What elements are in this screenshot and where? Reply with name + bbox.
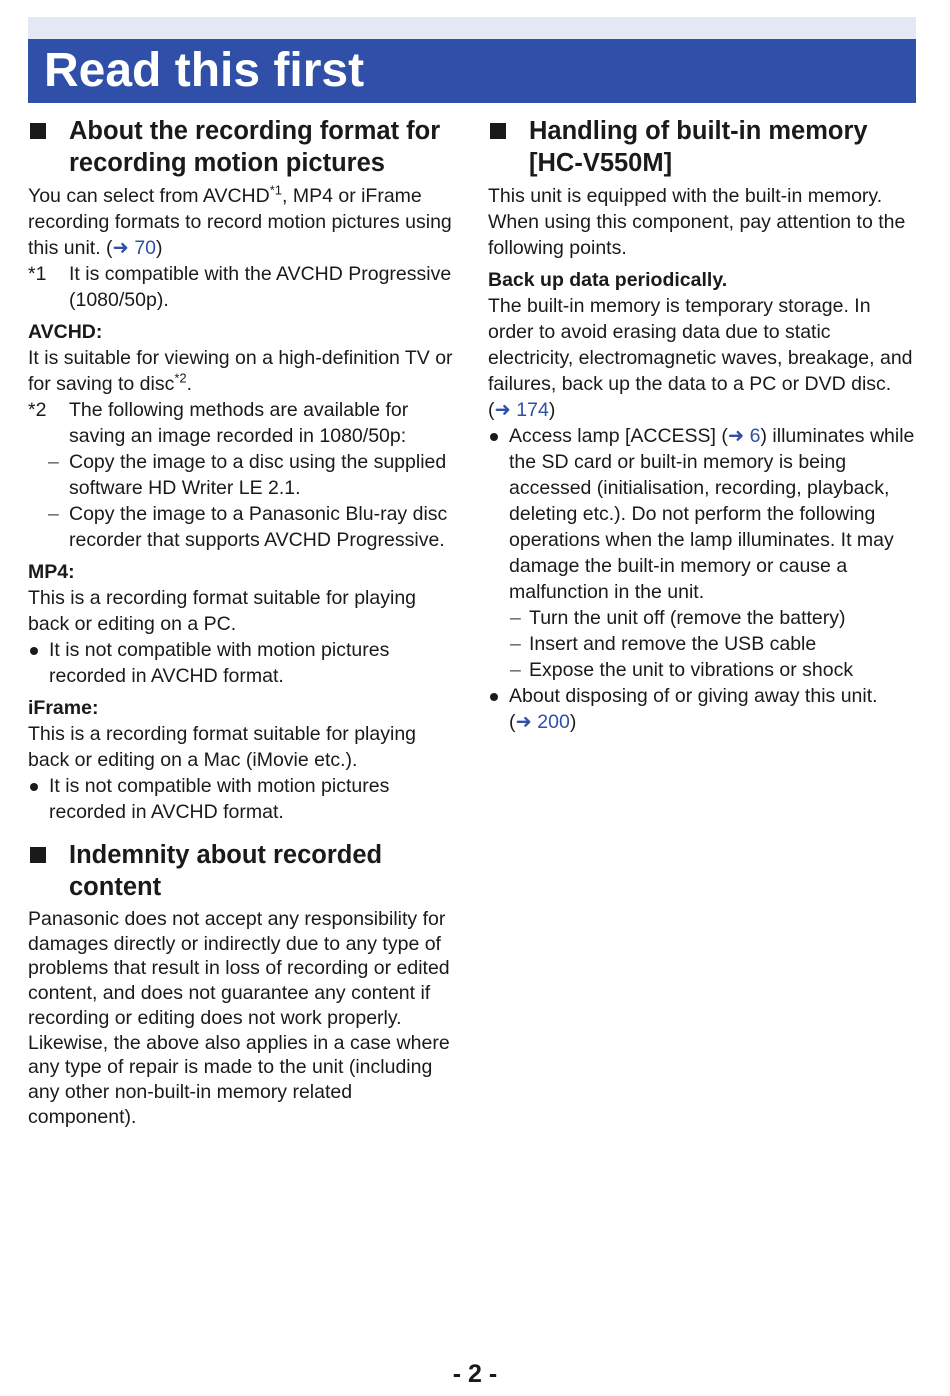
page-link-70[interactable]: 70 [134,237,157,259]
left-column [28,115,453,1129]
avchd-label: AVCHD: [28,321,103,343]
section-heading-recording-format: About the recording format for recording motion pictures [28,115,453,179]
bullet-dot-icon [30,783,38,791]
page-number: - 2 - [452,1360,498,1388]
arrow-icon: ➜ [112,237,129,259]
page-title: Read this first [44,44,365,97]
header-band [28,17,916,39]
mp4-text: This is a recording format suitable for playing back or editing on a PC. [28,587,417,635]
square-bullet-icon [490,123,506,139]
section-heading-built-in-memory: Handling of built-in memory [HC-V550M] [488,115,916,179]
page-link-6[interactable]: 6 [749,425,761,447]
right-column [488,115,916,735]
backup-label: Back up data periodically. [488,269,728,291]
recording-format-intro: You can select from AVCHD$^{*1}$, MP4 or iFrame recording formats to record motion pictures using this unit. (➜ 70) [28,182,452,259]
square-bullet-icon [30,123,46,139]
operation-item-3: – Expose the unit to vibrations or shock [510,659,854,681]
square-bullet-icon [30,847,46,863]
bullet-dot-icon [490,693,498,701]
footnote-2: *2 The following methods are available for saving an image recorded in 1080/50p: [28,399,409,447]
page-link-174[interactable]: 174 [516,399,549,421]
arrow-icon: ➜ [494,399,511,421]
bullet-dot-icon [490,433,498,441]
bullet-dot-icon [30,647,38,655]
disposal-bullet: About disposing of or giving away this unit. (➜ 200) [488,683,916,735]
section-heading-indemnity: Indemnity about recorded content [28,839,453,903]
title-bar [28,39,916,103]
arrow-icon: ➜ [727,425,745,447]
backup-text: The built-in memory is temporary storage. In order to avoid erasing data due to static electricity, electromagnetic waves, breakage, and failures, back up the data to a PC or DVD disc. (➜ 174) [488,295,913,421]
iframe-label: iFrame: [28,697,99,719]
footnote-1: *1 It is compatible with the AVCHD Progressive (1080/50p). [28,263,452,311]
operation-item-1: – Turn the unit off (remove the battery) [510,607,846,629]
iframe-bullet: It is not compatible with motion pictures recorded in AVCHD format. [28,773,453,825]
footnote-2-dash-2: – Copy the image to a Panasonic Blu-ray disc recorder that supports AVCHD Progressive. [48,503,448,551]
indemnity-text: Panasonic does not accept any responsibility for damages directly or indirectly due to any type of problems that result in loss of recording or edited content, and does not guarantee any content if recording or editing does not work properly. Likewise, the above also applies in a case where any type of repair is made to the unit (including any other non-built-in memory related component). [28,908,450,1128]
mp4-bullet: It is not compatible with motion pictures recorded in AVCHD format. [28,637,453,689]
memory-intro: This unit is equipped with the built-in memory. When using this component, pay attention to the following points. [488,185,906,259]
footnote-2-dash-1: – Copy the image to a disc using the supplied software HD Writer LE 2.1. [48,451,447,499]
iframe-text: This is a recording format suitable for playing back or editing on a Mac (iMovie etc.). [28,723,417,771]
mp4-label: MP4: [28,561,75,583]
page-link-200[interactable]: 200 [537,711,570,733]
operation-item-2: – Insert and remove the USB cable [510,633,817,655]
access-lamp-bullet: Access lamp [ACCESS] (➜ 6) illuminates while the SD card or built-in memory is being accessed (initialisation, recording, playback, deleting etc.). Do not perform the following operations when the lamp illuminates. It may damage the built-in memory or cause a malfunction in the unit. [488,423,916,605]
arrow-icon: ➜ [515,711,532,733]
avchd-text: It is suitable for viewing on a high-definition TV or for saving to disc$^{*2}$. [28,347,453,395]
